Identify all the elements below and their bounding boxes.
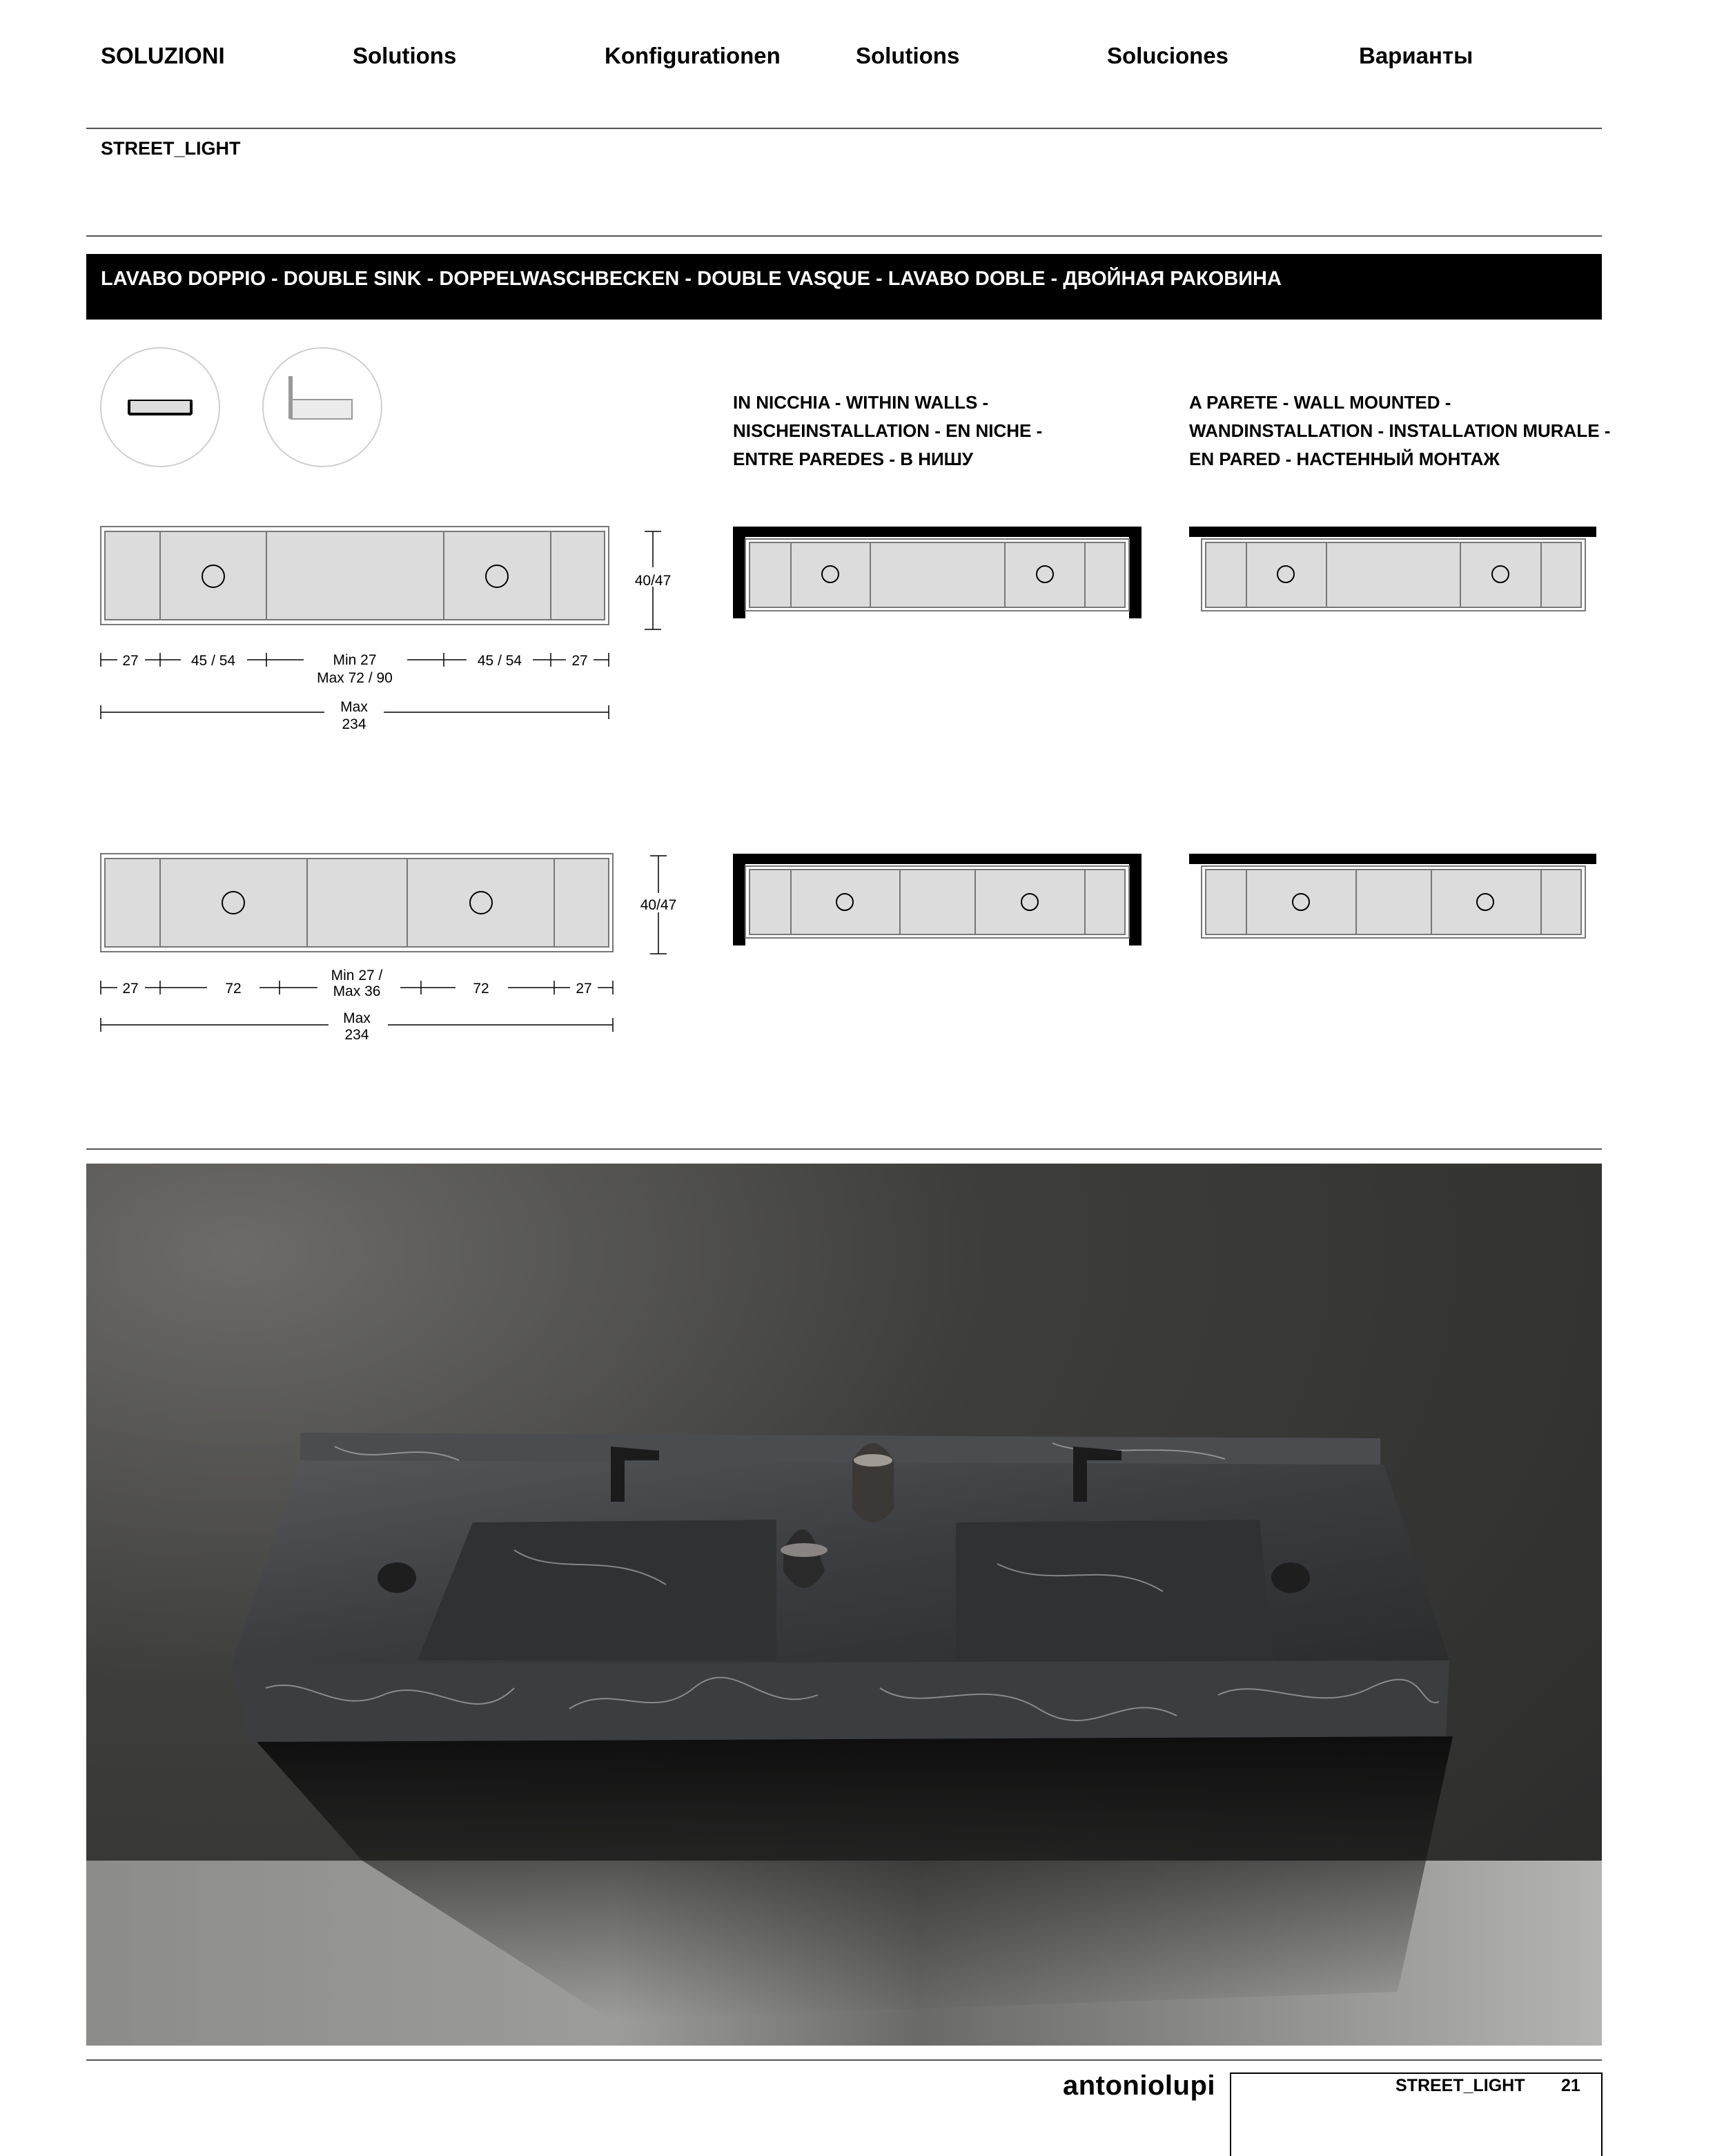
product-photo bbox=[86, 1164, 1602, 2046]
height-label-1: 40/47 bbox=[634, 573, 672, 589]
niche-install-heading: IN NICCHIA - WITHIN WALLS - NISCHEINSTALLATION - EN NICHE - ENTRE PAREDES - В НИШУ bbox=[733, 392, 1043, 469]
height-label-2: 40/47 bbox=[640, 897, 677, 913]
dim-2-1: 72 bbox=[225, 981, 242, 997]
height-dimension-2 bbox=[634, 856, 683, 954]
wall-drawing-2 bbox=[1189, 854, 1596, 938]
total-1-line2: 234 bbox=[342, 716, 366, 732]
dim-1-3: Max 72 / 90 bbox=[317, 670, 393, 686]
header-lang-en: Solutions bbox=[353, 43, 457, 68]
dim-2-2: Min 27 / bbox=[331, 968, 383, 983]
wall-drawing-1 bbox=[1189, 527, 1596, 611]
dim-1-1: 45 / 54 bbox=[190, 653, 236, 669]
dim-1-2: Min 27 bbox=[333, 652, 377, 668]
header-lang-fr: Solutions bbox=[856, 43, 960, 68]
total-2-line2: 234 bbox=[344, 1027, 369, 1043]
dim-2-4: 72 bbox=[473, 981, 489, 997]
wall-install-heading: A PARETE - WALL MOUNTED - WANDINSTALLATION - INSTALLATION MURALE - EN PARED - НАСТЕННЫЙ МОНТАЖ bbox=[1189, 392, 1611, 469]
niche-drawing-2 bbox=[733, 854, 1142, 945]
header-lang-it: SOLUZIONI bbox=[101, 43, 225, 68]
section-title: LAVABO DOPPIO - DOUBLE SINK - DOPPELWASCHBECKEN - DOUBLE VASQUE - LAVABO DOBLE - ДВОЙНАЯ РАКОВИНА bbox=[101, 268, 1282, 290]
page-number: 21 bbox=[1561, 2076, 1580, 2095]
divider-photo bbox=[86, 1148, 1602, 1150]
total-1-line1: Max bbox=[340, 699, 368, 715]
dim-2-0: 27 bbox=[122, 981, 139, 997]
plan-drawing-1 bbox=[101, 527, 609, 625]
divider-footer bbox=[86, 2059, 1602, 2061]
footer-product-name: STREET_LIGHT bbox=[1395, 2076, 1525, 2095]
brand-logo: antoniolupi bbox=[1063, 2070, 1216, 2101]
dim-1-0: 27 bbox=[122, 653, 139, 669]
header-lang-es: Soluciones bbox=[1107, 43, 1229, 68]
dim-1-5: 27 bbox=[571, 653, 588, 669]
height-dimension-1 bbox=[628, 531, 678, 629]
plan-drawing-2 bbox=[101, 854, 613, 952]
header-lang-de: Konfigurationen bbox=[605, 43, 781, 68]
dim-2-5: 27 bbox=[576, 981, 592, 997]
niche-drawing-1 bbox=[733, 527, 1142, 618]
header-lang-ru: Варианты bbox=[1359, 43, 1473, 68]
total-2-line1: Max bbox=[343, 1010, 371, 1026]
dim-2-3: Max 36 bbox=[333, 983, 381, 999]
product-name: STREET_LIGHT bbox=[101, 138, 241, 159]
dim-1-4: 45 / 54 bbox=[477, 653, 522, 669]
